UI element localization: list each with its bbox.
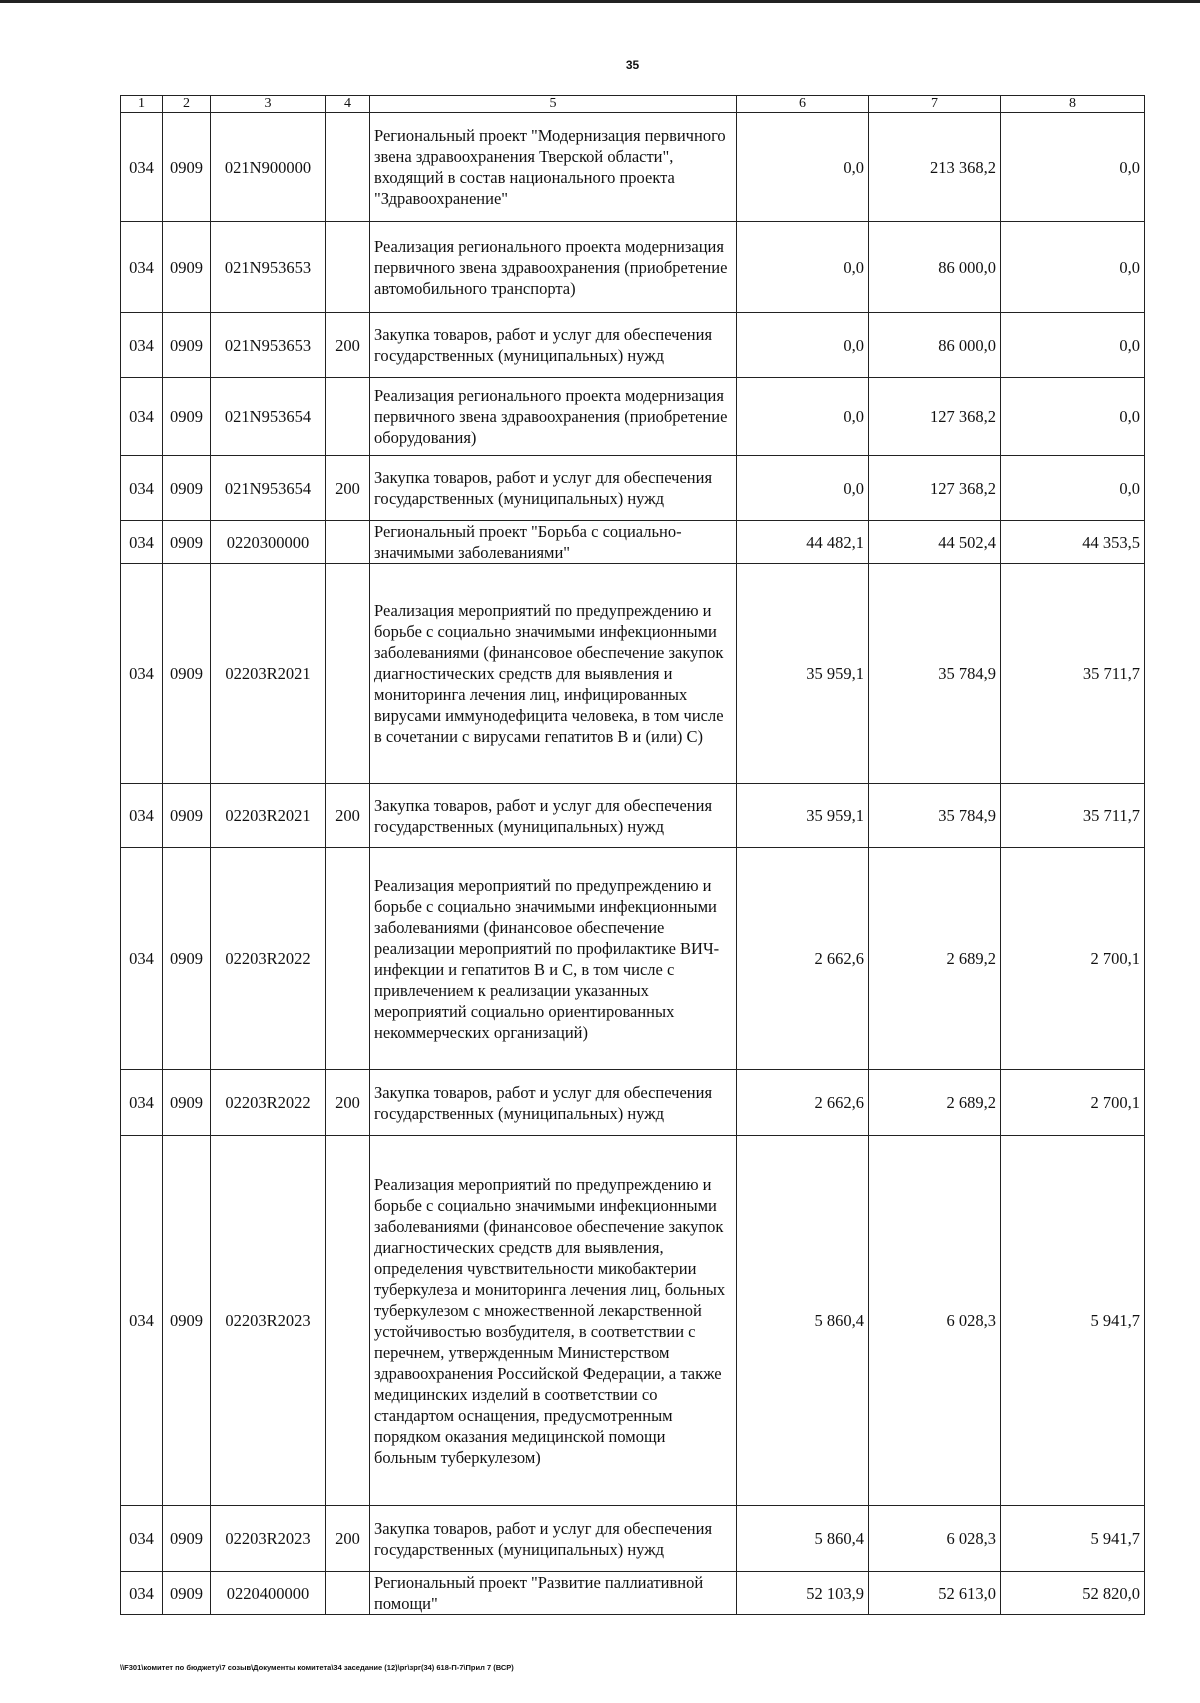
description-cell: Реализация мероприятий по предупреждению и борьбе с социально значимыми инфекционными заболеваниями (финансовое обеспечение закупок диагностических средств для выявления, определения чувствительности микобактерии туберкулеза и мониторинга лечения лиц, больных туберкулезом с множественной лекарственной устойчивостью возбудителя, в соответствии с перечнем, утвержденным Министерством здравоохранения Российской Федерации, а также медицинских изделий в соответствии со стандартом оснащения, предусмотренным порядком оказания медицинской помощи больным туберкулезом) <box>370 1136 737 1506</box>
amount-col-7-cell: 6 028,3 <box>869 1506 1001 1572</box>
chapter-code-cell: 034 <box>121 1070 163 1136</box>
target-article-code-cell: 021N953654 <box>211 456 326 521</box>
chapter-code-cell: 034 <box>121 1572 163 1615</box>
target-article-code-cell: 021N953653 <box>211 222 326 313</box>
budget-table <box>120 95 1145 1615</box>
chapter-code-cell: 034 <box>121 1136 163 1506</box>
description-cell: Реализация мероприятий по предупреждению и борьбе с социально значимыми инфекционными заболеваниями (финансовое обеспечение реализации мероприятий по профилактике ВИЧ-инфекции и гепатитов B и C, в том числе с привлечением к реализации указанных мероприятий социально ориентированных некоммерческих организаций) <box>370 848 737 1070</box>
table-body <box>121 113 1145 1615</box>
description-cell: Реализация регионального проекта модернизация первичного звена здравоохранения (приобретение оборудования) <box>370 378 737 456</box>
amount-col-8-cell: 0,0 <box>1001 378 1145 456</box>
amount-col-8-cell: 35 711,7 <box>1001 784 1145 848</box>
expense-type-code-cell <box>326 113 370 222</box>
description-cell: Закупка товаров, работ и услуг для обеспечения государственных (муниципальных) нужд <box>370 784 737 848</box>
amount-col-8-cell: 0,0 <box>1001 113 1145 222</box>
expense-type-code-cell <box>326 521 370 564</box>
amount-col-8-cell: 5 941,7 <box>1001 1136 1145 1506</box>
amount-col-8-cell: 0,0 <box>1001 313 1145 378</box>
section-code-cell: 0909 <box>163 1070 211 1136</box>
section-code-cell: 0909 <box>163 313 211 378</box>
amount-col-6-cell: 35 959,1 <box>737 784 869 848</box>
amount-col-7-cell: 2 689,2 <box>869 1070 1001 1136</box>
table-row <box>121 1506 1145 1572</box>
description-cell: Закупка товаров, работ и услуг для обеспечения государственных (муниципальных) нужд <box>370 1506 737 1572</box>
amount-col-7-cell: 127 368,2 <box>869 378 1001 456</box>
amount-col-6-cell: 0,0 <box>737 456 869 521</box>
column-header-3: 3 <box>211 96 326 113</box>
amount-col-8-cell: 0,0 <box>1001 222 1145 313</box>
amount-col-7-cell: 52 613,0 <box>869 1572 1001 1615</box>
section-code-cell: 0909 <box>163 1572 211 1615</box>
table-row <box>121 113 1145 222</box>
column-header-8: 8 <box>1001 96 1145 113</box>
section-code-cell: 0909 <box>163 521 211 564</box>
chapter-code-cell: 034 <box>121 456 163 521</box>
expense-type-code-cell <box>326 1136 370 1506</box>
column-header-6: 6 <box>737 96 869 113</box>
description-cell: Закупка товаров, работ и услуг для обеспечения государственных (муниципальных) нужд <box>370 1070 737 1136</box>
target-article-code-cell: 0220400000 <box>211 1572 326 1615</box>
header-row <box>121 96 1145 113</box>
chapter-code-cell: 034 <box>121 113 163 222</box>
amount-col-8-cell: 5 941,7 <box>1001 1506 1145 1572</box>
amount-col-6-cell: 2 662,6 <box>737 1070 869 1136</box>
table-row <box>121 1136 1145 1506</box>
section-code-cell: 0909 <box>163 564 211 784</box>
amount-col-8-cell: 35 711,7 <box>1001 564 1145 784</box>
table-row <box>121 456 1145 521</box>
section-code-cell: 0909 <box>163 1506 211 1572</box>
section-code-cell: 0909 <box>163 456 211 521</box>
amount-col-8-cell: 44 353,5 <box>1001 521 1145 564</box>
amount-col-6-cell: 52 103,9 <box>737 1572 869 1615</box>
chapter-code-cell: 034 <box>121 313 163 378</box>
table-row <box>121 222 1145 313</box>
amount-col-7-cell: 86 000,0 <box>869 222 1001 313</box>
amount-col-6-cell: 2 662,6 <box>737 848 869 1070</box>
expense-type-code-cell: 200 <box>326 456 370 521</box>
amount-col-6-cell: 35 959,1 <box>737 564 869 784</box>
expense-type-code-cell <box>326 848 370 1070</box>
amount-col-8-cell: 2 700,1 <box>1001 1070 1145 1136</box>
footer-path: \\F301\комитет по бюджету\7 созыв\Документы комитета\34 заседание (12)\рг\зрг(34) 618-П-7\Прил 7 (ВСР) <box>120 1663 514 1672</box>
table-row <box>121 1572 1145 1615</box>
column-header-2: 2 <box>163 96 211 113</box>
expense-type-code-cell: 200 <box>326 313 370 378</box>
description-cell: Региональный проект "Борьба с социально-значимыми заболеваниями" <box>370 521 737 564</box>
target-article-code-cell: 02203R2021 <box>211 784 326 848</box>
target-article-code-cell: 02203R2021 <box>211 564 326 784</box>
description-cell: Реализация регионального проекта модернизация первичного звена здравоохранения (приобретение автомобильного транспорта) <box>370 222 737 313</box>
target-article-code-cell: 02203R2023 <box>211 1136 326 1506</box>
chapter-code-cell: 034 <box>121 848 163 1070</box>
table-row <box>121 848 1145 1070</box>
section-code-cell: 0909 <box>163 1136 211 1506</box>
amount-col-6-cell: 0,0 <box>737 222 869 313</box>
amount-col-7-cell: 44 502,4 <box>869 521 1001 564</box>
target-article-code-cell: 02203R2023 <box>211 1506 326 1572</box>
table-row <box>121 564 1145 784</box>
target-article-code-cell: 021N953653 <box>211 313 326 378</box>
chapter-code-cell: 034 <box>121 1506 163 1572</box>
description-cell: Региональный проект "Модернизация первичного звена здравоохранения Тверской области", входящий в состав национального проекта "Здравоохранение" <box>370 113 737 222</box>
chapter-code-cell: 034 <box>121 784 163 848</box>
page-number: 35 <box>625 58 640 72</box>
amount-col-6-cell: 0,0 <box>737 378 869 456</box>
section-code-cell: 0909 <box>163 222 211 313</box>
target-article-code-cell: 02203R2022 <box>211 848 326 1070</box>
chapter-code-cell: 034 <box>121 564 163 784</box>
chapter-code-cell: 034 <box>121 378 163 456</box>
amount-col-7-cell: 2 689,2 <box>869 848 1001 1070</box>
description-cell: Закупка товаров, работ и услуг для обеспечения государственных (муниципальных) нужд <box>370 313 737 378</box>
expense-type-code-cell <box>326 564 370 784</box>
description-cell: Закупка товаров, работ и услуг для обеспечения государственных (муниципальных) нужд <box>370 456 737 521</box>
section-code-cell: 0909 <box>163 784 211 848</box>
amount-col-7-cell: 213 368,2 <box>869 113 1001 222</box>
amount-col-7-cell: 35 784,9 <box>869 564 1001 784</box>
section-code-cell: 0909 <box>163 848 211 1070</box>
target-article-code-cell: 021N900000 <box>211 113 326 222</box>
table-row <box>121 378 1145 456</box>
column-header-7: 7 <box>869 96 1001 113</box>
table-row <box>121 313 1145 378</box>
amount-col-6-cell: 5 860,4 <box>737 1136 869 1506</box>
description-cell: Реализация мероприятий по предупреждению и борьбе с социально значимыми инфекционными заболеваниями (финансовое обеспечение закупок диагностических средств для выявления и мониторинга лечения лиц, инфицированных вирусами иммунодефицита человека, в том числе в сочетании с вирусами гепатитов B и (или) C) <box>370 564 737 784</box>
description-cell: Региональный проект "Развитие паллиативной помощи" <box>370 1572 737 1615</box>
amount-col-7-cell: 127 368,2 <box>869 456 1001 521</box>
target-article-code-cell: 0220300000 <box>211 521 326 564</box>
target-article-code-cell: 021N953654 <box>211 378 326 456</box>
expense-type-code-cell <box>326 1572 370 1615</box>
amount-col-6-cell: 44 482,1 <box>737 521 869 564</box>
target-article-code-cell: 02203R2022 <box>211 1070 326 1136</box>
amount-col-8-cell: 0,0 <box>1001 456 1145 521</box>
top-border-line <box>0 0 1200 3</box>
table-row <box>121 1070 1145 1136</box>
column-header-4: 4 <box>326 96 370 113</box>
amount-col-7-cell: 35 784,9 <box>869 784 1001 848</box>
expense-type-code-cell <box>326 378 370 456</box>
amount-col-6-cell: 0,0 <box>737 313 869 378</box>
table-row <box>121 784 1145 848</box>
amount-col-7-cell: 86 000,0 <box>869 313 1001 378</box>
section-code-cell: 0909 <box>163 378 211 456</box>
chapter-code-cell: 034 <box>121 521 163 564</box>
expense-type-code-cell: 200 <box>326 1070 370 1136</box>
table-row <box>121 521 1145 564</box>
amount-col-7-cell: 6 028,3 <box>869 1136 1001 1506</box>
expense-type-code-cell <box>326 222 370 313</box>
amount-col-6-cell: 5 860,4 <box>737 1506 869 1572</box>
amount-col-8-cell: 52 820,0 <box>1001 1572 1145 1615</box>
column-header-1: 1 <box>121 96 163 113</box>
column-header-5: 5 <box>370 96 737 113</box>
amount-col-8-cell: 2 700,1 <box>1001 848 1145 1070</box>
chapter-code-cell: 034 <box>121 222 163 313</box>
expense-type-code-cell: 200 <box>326 784 370 848</box>
amount-col-6-cell: 0,0 <box>737 113 869 222</box>
expense-type-code-cell: 200 <box>326 1506 370 1572</box>
section-code-cell: 0909 <box>163 113 211 222</box>
